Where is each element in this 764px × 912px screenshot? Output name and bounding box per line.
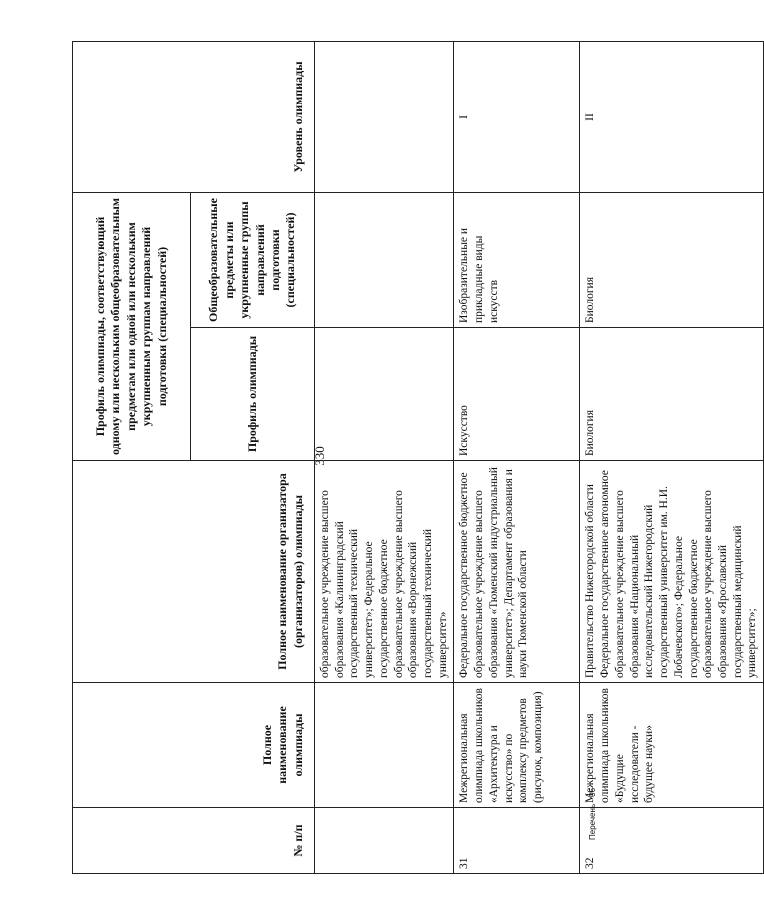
cell-profile: Биология bbox=[580, 328, 764, 461]
cell-name: Межрегиональная олимпиада школьников «Архитектура и искусство» по комплексу предметов (рисунок, композиция) bbox=[454, 683, 580, 808]
table-row bbox=[315, 42, 454, 874]
header-num: № п/п bbox=[73, 808, 315, 874]
header-organizer: Полное наименование организатора (организаторов) олимпиады bbox=[73, 461, 315, 683]
cell-level: II bbox=[580, 42, 764, 193]
header-profile: Профиль олимпиады bbox=[191, 328, 315, 461]
footer-label: Перечень - 06 bbox=[588, 787, 597, 840]
header-level: Уровень олимпиады bbox=[73, 42, 315, 193]
cell-name: Межрегиональная олимпиада школьников «Будущие исследователи - будущее науки» bbox=[580, 683, 764, 808]
header-row bbox=[73, 42, 191, 874]
cell-subjects bbox=[315, 193, 454, 328]
header-profile-group: Профиль олимпиады, соответствующий одному или нескольким общеобразовательным предметам или одной или нескольким укрупненным группам направлений подготовки (специальностей) bbox=[73, 193, 191, 461]
table-row bbox=[454, 42, 580, 874]
cell-organizer: Правительство Нижегородской области Федеральное государственное автономное образовательное учреждение высшего образования «Национальный исследовательский Нижегородский государственный университет им. Н.И. Лобачевского»; Федеральное государственное бюджетное образовательное учреждение высшего образования «Ярославский государственный медицинский университет»; bbox=[580, 461, 764, 683]
cell-subjects: Биология bbox=[580, 193, 764, 328]
olympiad-table bbox=[72, 41, 764, 874]
header-subjects: Общеобразовательные предметы или укрупненные группы направлений подготовки (специальностей) bbox=[191, 193, 315, 328]
cell-level: I bbox=[454, 42, 580, 193]
cell-level bbox=[315, 42, 454, 193]
cell-profile bbox=[315, 328, 454, 461]
cell-name bbox=[315, 683, 454, 808]
header-olympiad-name: Полное наименование олимпиады bbox=[73, 683, 315, 808]
cell-organizer: образовательное учреждение высшего образования «Калининградский государственный технический университет»; Федеральное государственное бюджетное образовательное учреждение высшего образования «Воронежский государственный технический университет» bbox=[315, 461, 454, 683]
cell-num: 32 bbox=[580, 808, 764, 874]
cell-organizer: Федеральное государственное бюджетное образовательное учреждение высшего образования «Тюменский индустриальный университет»; Департамент образования и науки Тюменской области bbox=[454, 461, 580, 683]
cell-profile: Искусство bbox=[454, 328, 580, 461]
table-row bbox=[580, 42, 764, 874]
cell-num bbox=[315, 808, 454, 874]
page-number: 330 bbox=[312, 446, 327, 466]
cell-num: 31 bbox=[454, 808, 580, 874]
cell-subjects: Изобразительные и прикладные виды искусств bbox=[454, 193, 580, 328]
